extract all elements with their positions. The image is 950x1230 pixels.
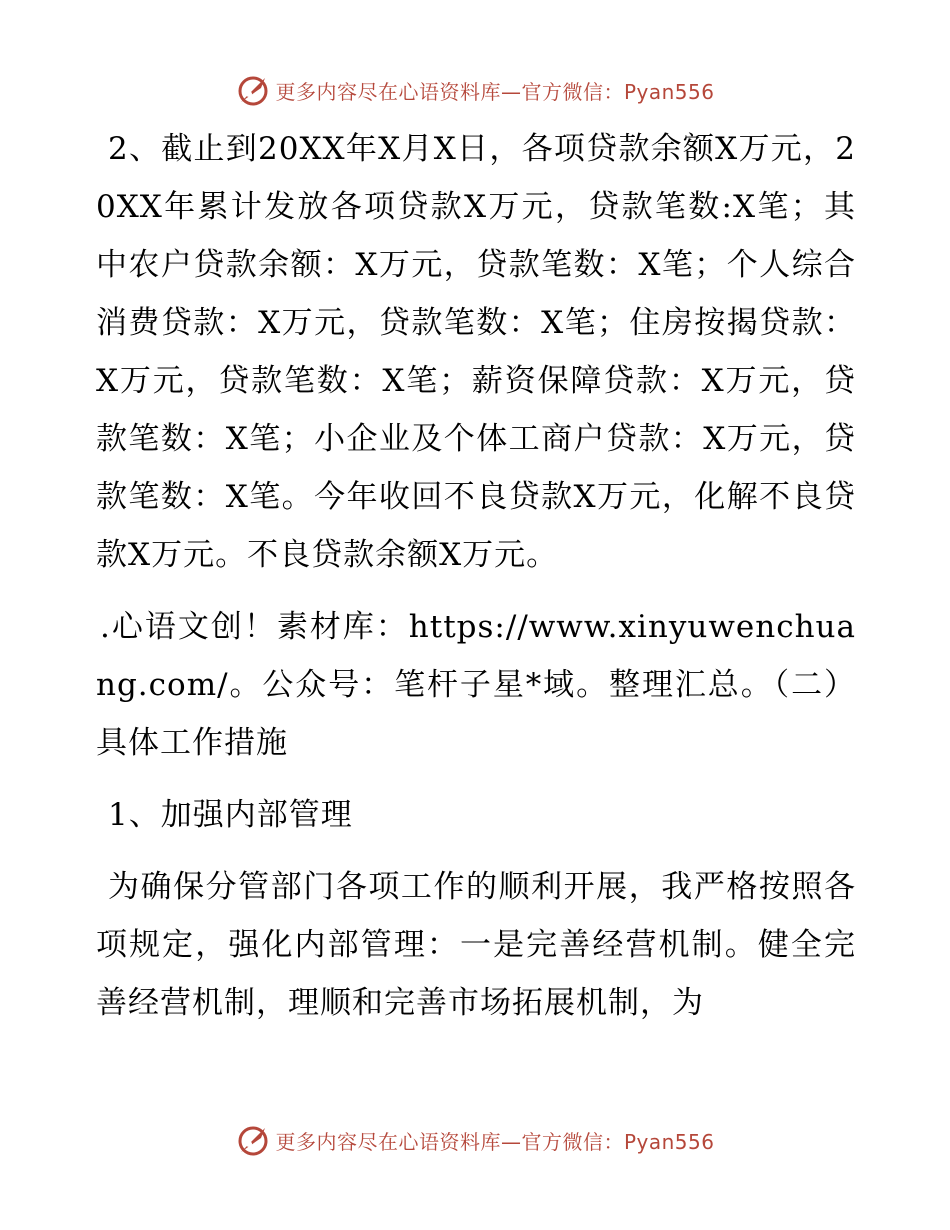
header-banner-text: 更多内容尽在心语资料库—官方微信：Pyan556 xyxy=(275,79,715,104)
paragraph-loan-summary: 2、截止到20XX年X月X日，各项贷款余额X万元，20XX年累计发放各项贷款X万元，贷款笔数:X笔；其中农户贷款余额：X万元，贷款笔数：X笔；个人综合消费贷款：X万元，贷款笔数：X笔；住房按揭贷款：X万元，贷款笔数：X笔；薪资保障贷款：X万元，贷款笔数：X笔；小企业及个体工商户贷款：X万元，贷款笔数：X笔。今年收回不良贷款X万元，化解不良贷款X万元。不良贷款余额X万元。 xyxy=(96,131,856,573)
header-banner xyxy=(0,70,950,110)
paragraph-source-note: .心语文创！素材库：https://www.xinyuwenchuang.com/。公众号：笔杆子星*域。整理汇总。（二）具体工作措施 xyxy=(96,609,856,761)
document-body xyxy=(96,120,856,1032)
paragraph-management-measures: 为确保分管部门各项工作的顺利开展，我严格按照各项规定，强化内部管理：一是完善经营机制。健全完善经营机制，理顺和完善市场拓展机制，为 xyxy=(96,869,856,1021)
footer-banner xyxy=(0,1120,950,1160)
footer-banner-text: 更多内容尽在心语资料库—官方微信：Pyan556 xyxy=(275,1129,715,1154)
quill-logo-icon xyxy=(235,1122,271,1158)
quill-logo-icon xyxy=(235,72,271,108)
section-heading-internal-management: 1、加强内部管理 xyxy=(108,797,353,833)
